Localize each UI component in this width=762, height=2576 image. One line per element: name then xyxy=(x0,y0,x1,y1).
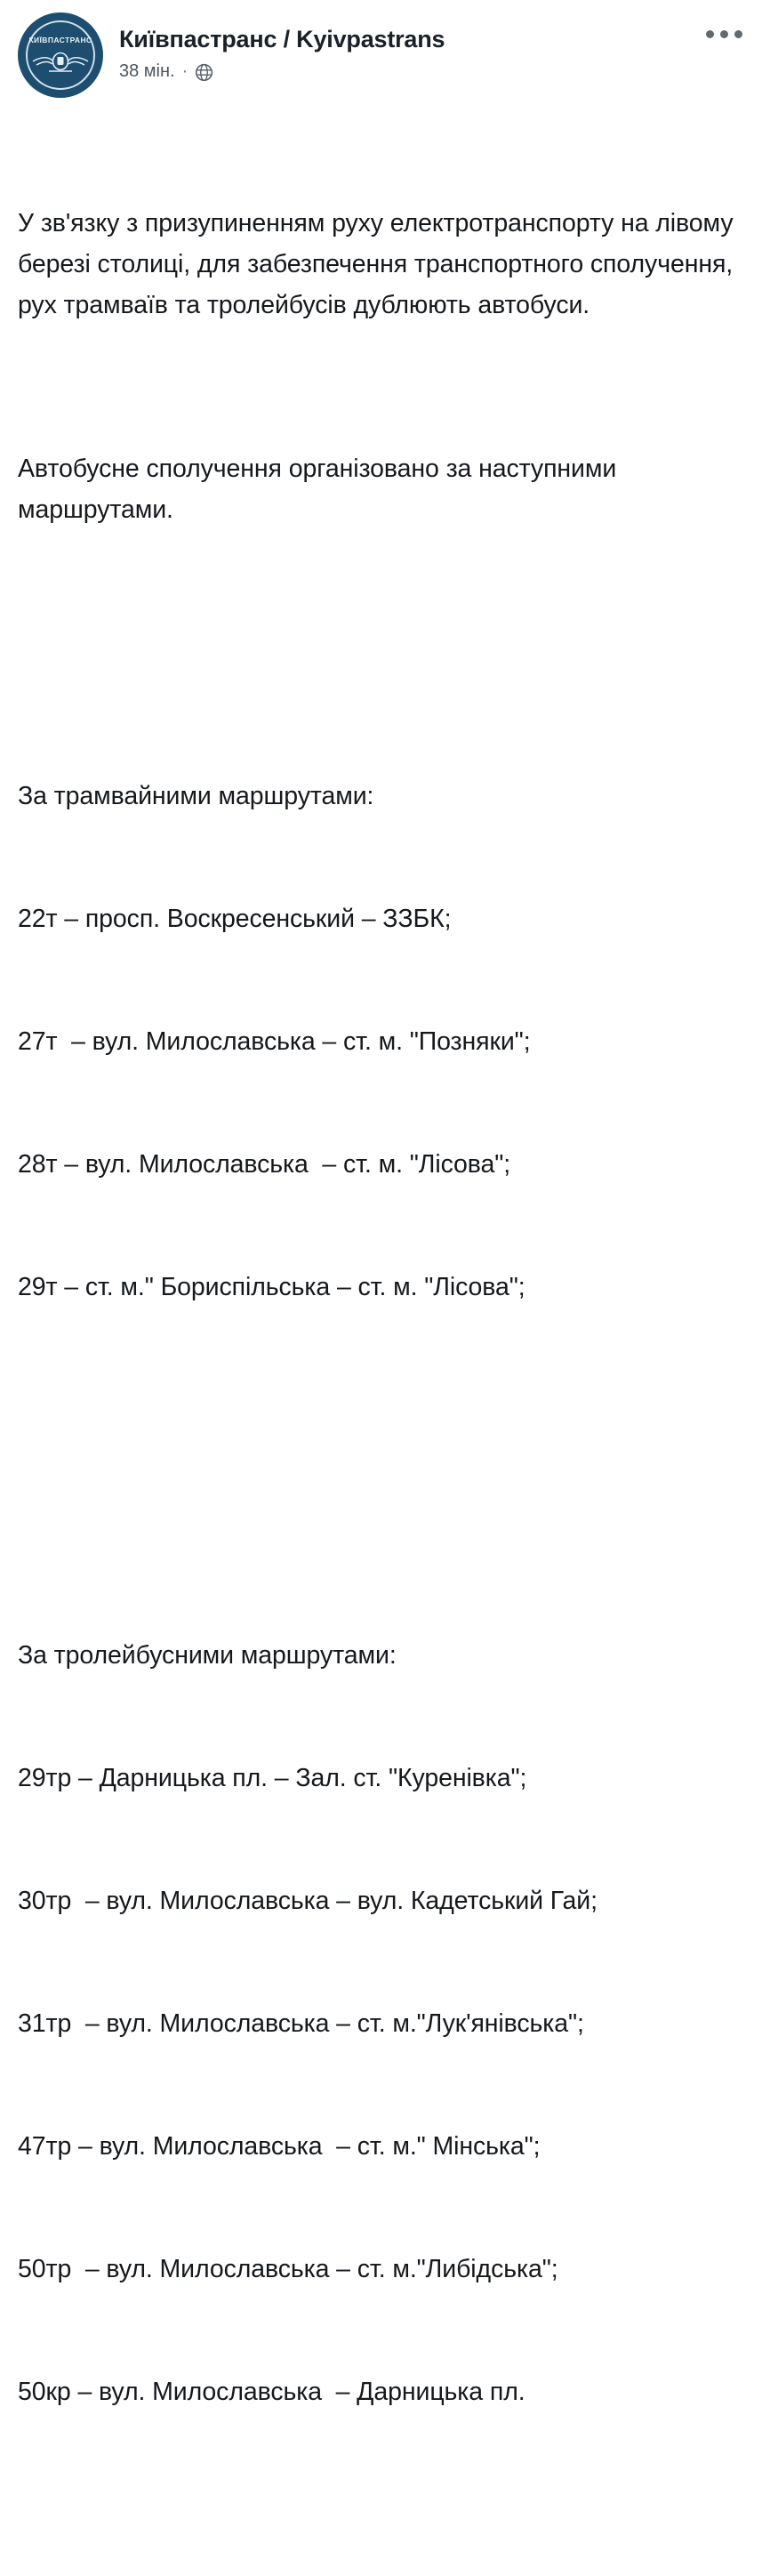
post-header xyxy=(18,0,744,98)
post-options-button[interactable] xyxy=(704,25,744,44)
tram-route-line: 28т – вул. Милославська – ст. м. "Лісова"; xyxy=(18,1150,511,1179)
ellipsis-dot xyxy=(706,30,714,38)
avatar[interactable] xyxy=(18,12,103,98)
page-title[interactable]: Київпастранс / Kyivpastrans xyxy=(119,26,445,52)
tram-routes-block xyxy=(18,694,744,1389)
post-body xyxy=(18,121,744,2576)
ellipsis-dot xyxy=(720,30,728,38)
trolleybus-route-line: 47тр – вул. Милославська – ст. м." Мінська"; xyxy=(18,2132,541,2161)
trolleybus-routes-heading: За тролейбусними маршрутами: xyxy=(18,1641,397,1670)
trolleybus-route-line: 50тр – вул. Милославська – ст. м."Либідська"; xyxy=(18,2255,558,2283)
tram-route-line: 29т – ст. м." Бориспільська – ст. м. "Лісова"; xyxy=(18,1273,525,1301)
tram-route-line: 22т – просп. Воскресенський – ЗЗБК; xyxy=(18,905,452,933)
ellipsis-dot xyxy=(734,30,742,38)
trolleybus-route-line: 31тр – вул. Милославська – ст. м."Лук'янівська"; xyxy=(18,2009,584,2038)
meta-separator: · xyxy=(181,61,188,81)
tram-route-line: 27т – вул. Милославська – ст. м. "Позняки"; xyxy=(18,1027,531,1056)
post-timestamp[interactable]: 38 мін. xyxy=(119,61,175,81)
post-paragraph-routes-intro: Автобусне сполучення організовано за наступними маршрутами. xyxy=(18,455,624,524)
trolleybus-route-line: 29тр – Дарницька пл. – Зал. ст. "Куренівка"; xyxy=(18,1764,527,1792)
tram-emblem-icon xyxy=(31,52,90,75)
trolleybus-route-line: 30тр – вул. Милославська – вул. Кадетський Гай; xyxy=(18,1887,598,1915)
trolleybus-routes-block xyxy=(18,1553,744,2494)
trolleybus-route-line: 50кр – вул. Милославська – Дарницька пл. xyxy=(18,2378,525,2406)
tram-routes-heading: За трамвайними маршрутами: xyxy=(18,782,374,810)
globe-icon[interactable] xyxy=(195,63,213,82)
post-paragraph-intro: У зв'язку з призупиненням руху електротранспорту на лівому березі столиці, для забезпечення транспортного сполучення, рух трамваїв та тролейбусів дублюють автобуси. xyxy=(18,209,741,319)
post-meta xyxy=(119,61,744,82)
header-text xyxy=(119,12,744,82)
avatar-brand-text: КИЇВПАСТРАНС xyxy=(28,36,92,44)
